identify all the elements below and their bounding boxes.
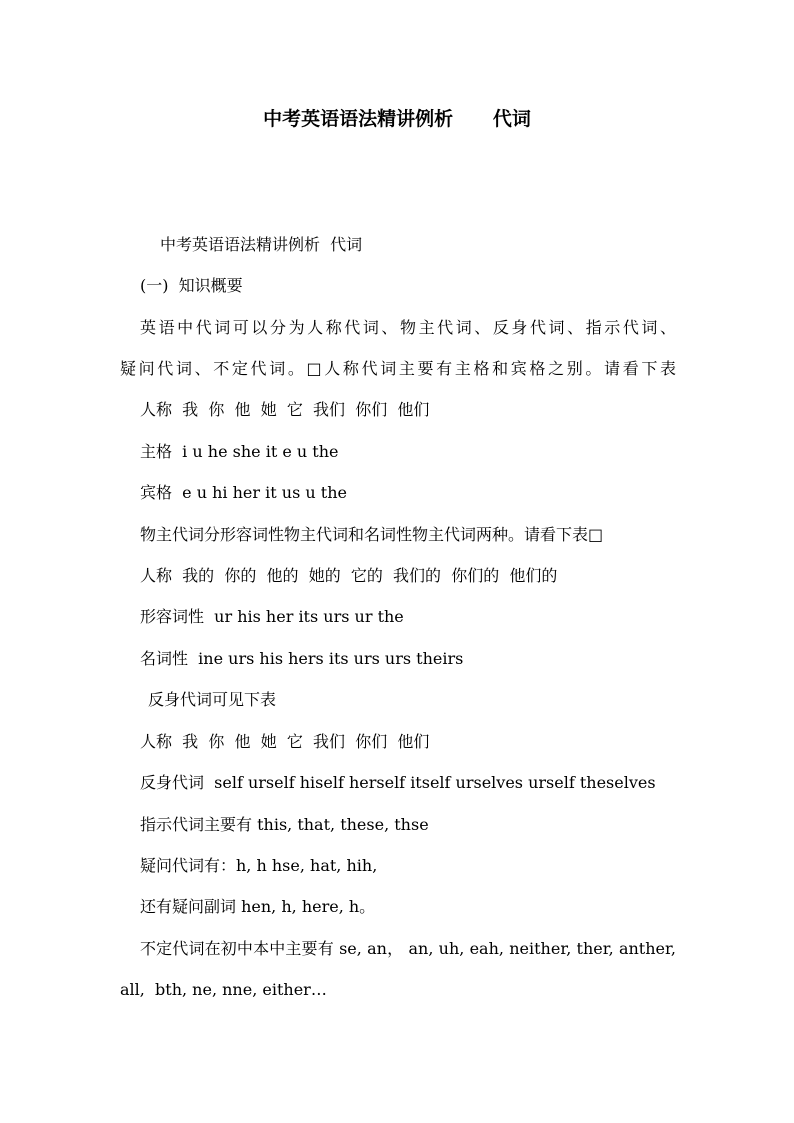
paragraph-line: 还有疑问副词 hen, h, here, h。	[140, 897, 376, 916]
section-heading: (一) 知识概要	[140, 276, 243, 295]
table-row: 人称 我 你 他 她 它 我们 你们 他们	[140, 732, 430, 751]
document-title: 中考英语语法精讲例析 代词	[263, 108, 531, 130]
subtitle-line: 中考英语语法精讲例析 代词	[160, 235, 363, 254]
table-row: 名词性 ine urs his hers its urs urs theirs	[140, 649, 464, 668]
table-row: 反身代词 self urself hiself herself itself urselves urself theselves	[140, 773, 656, 792]
table-row: 形容词性 ur his her its urs ur the	[140, 607, 404, 626]
paragraph-line: 疑问代词、不定代词。□人称代词主要有主格和宾格之别。请看下表	[120, 359, 676, 378]
table-row: 人称 我 你 他 她 它 我们 你们 他们	[140, 400, 430, 419]
paragraph-line: 物主代词分形容词性物主代词和名词性物主代词两种。请看下表□	[140, 525, 604, 544]
table-row: 主格 i u he she it e u the	[140, 442, 339, 461]
table-row: 宾格 e u hi her it us u the	[140, 483, 347, 502]
paragraph-line: 反身代词可见下表	[148, 690, 277, 709]
table-row: 人称 我的 你的 他的 她的 它的 我们的 你们的 他们的	[140, 566, 558, 585]
paragraph-line: 指示代词主要有 this, that, these, thse	[140, 815, 429, 834]
paragraph-line: 英语中代词可以分为人称代词、物主代词、反身代词、指示代词、	[140, 318, 676, 337]
paragraph-line: all, bth, ne, nne, either…	[120, 980, 327, 999]
paragraph-line: 不定代词在初中本中主要有 se, an， an, uh, eah, neither, ther, anther,	[140, 939, 676, 958]
paragraph-line: 疑问代词有：h, h hse, hat, hih,	[140, 856, 378, 875]
